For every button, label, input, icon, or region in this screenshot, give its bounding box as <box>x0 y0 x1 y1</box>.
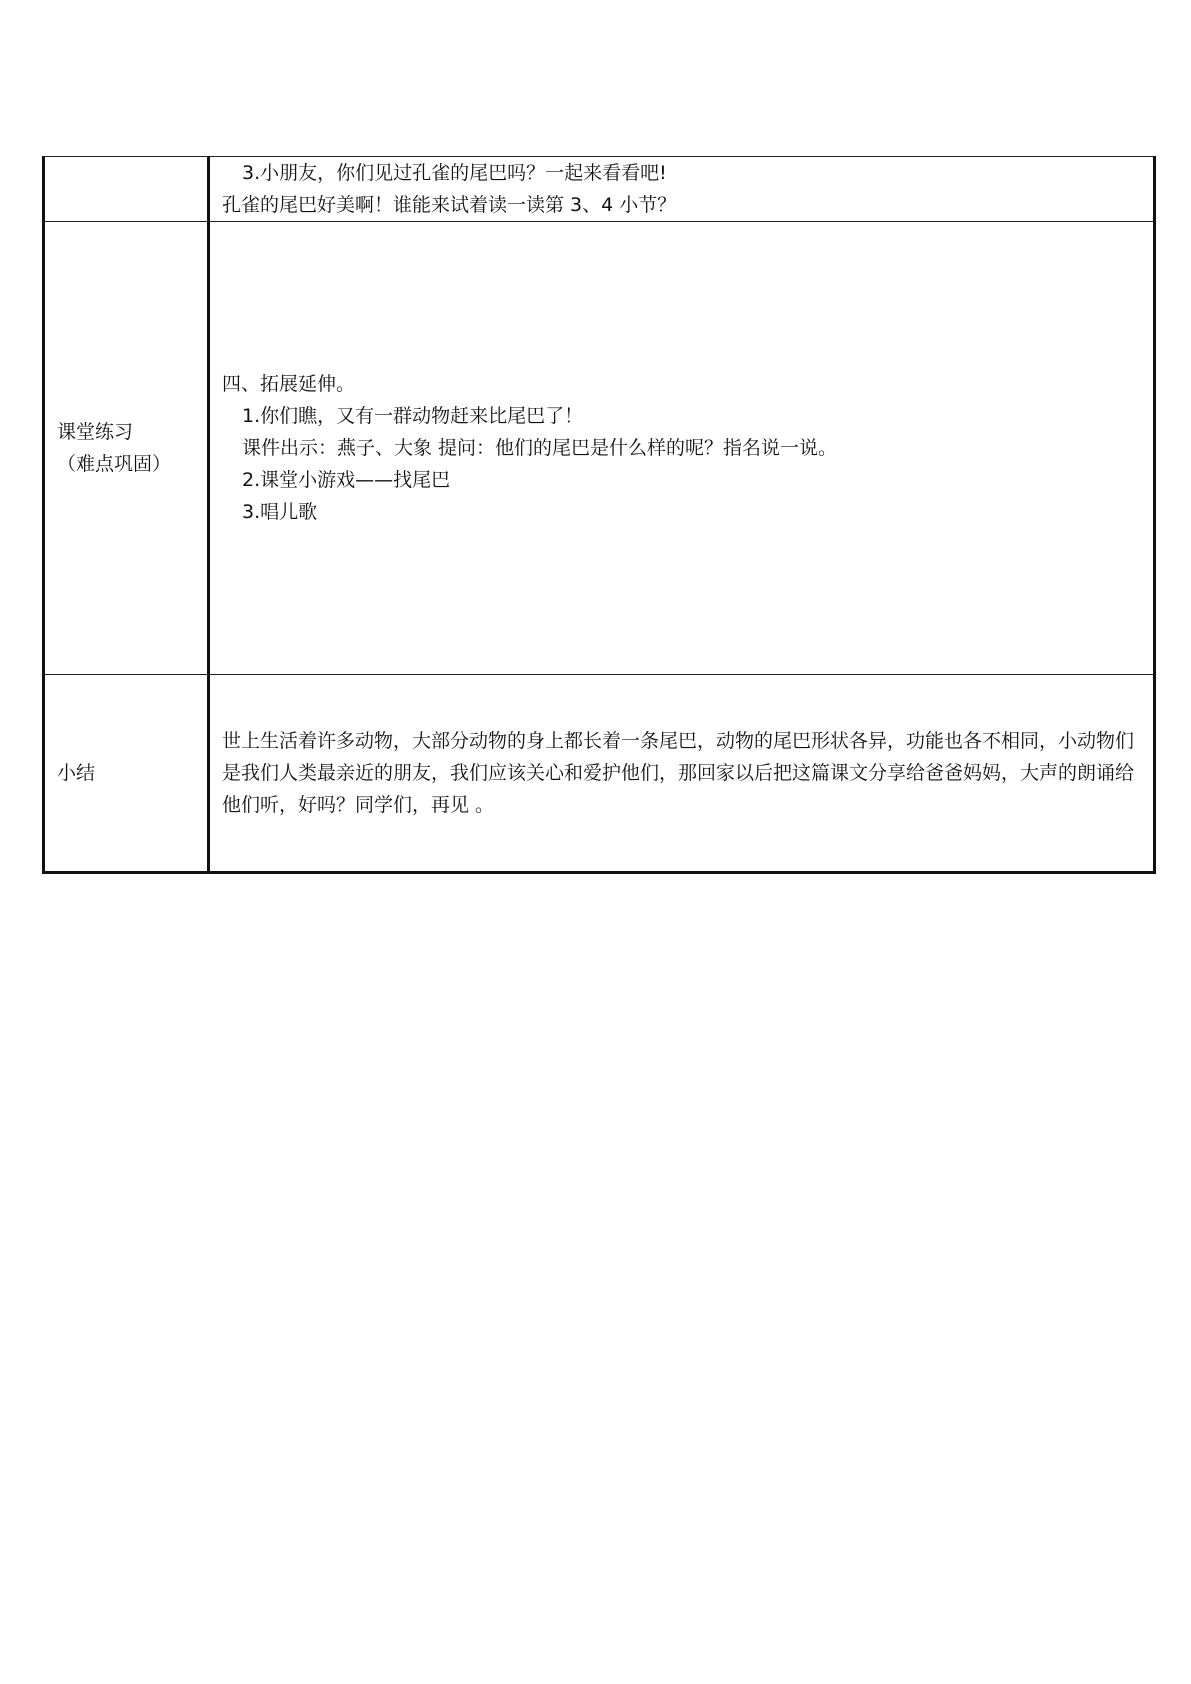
label-line: （难点巩固） <box>57 453 172 475</box>
section-heading: 四、拓展延伸。 <box>222 373 356 395</box>
content-line: 课件出示：燕子、大象 提问：他们的尾巴是什么样的呢？指名说一说。 <box>242 437 838 459</box>
row-content <box>209 157 1155 222</box>
table-row <box>44 157 1155 222</box>
content-line: 1.你们瞧，又有一群动物赶来比尾巴了！ <box>242 405 584 427</box>
label-line: 课堂练习 <box>57 421 134 443</box>
row-content <box>209 222 1155 675</box>
row-label-empty <box>44 157 209 222</box>
content-line: 3.小朋友，你们见过孔雀的尾巴吗？一起来看看吧! <box>242 162 667 184</box>
table-row <box>44 222 1155 675</box>
row-content <box>209 675 1155 873</box>
table-row <box>44 675 1155 873</box>
content-line: 孔雀的尾巴好美啊！谁能来试着读一读第 3、4 小节？ <box>222 194 677 216</box>
content-line: 3.唱儿歌 <box>242 501 318 523</box>
row-label <box>44 675 209 873</box>
content-line: 2.课堂小游戏——找尾巴 <box>242 469 451 491</box>
row-label <box>44 222 209 675</box>
lesson-plan-table <box>42 156 1156 874</box>
summary-paragraph: 世上生活着许多动物，大部分动物的身上都长着一条尾巴，动物的尾巴形状各异，功能也各不相同，小动物们是我们人类最亲近的朋友，我们应该关心和爱护他们，那回家以后把这篇课文分享给爸爸妈妈，大声的朗诵给他们听，好吗？同学们，再见 。 <box>222 730 1135 816</box>
label-line: 小结 <box>57 762 96 784</box>
